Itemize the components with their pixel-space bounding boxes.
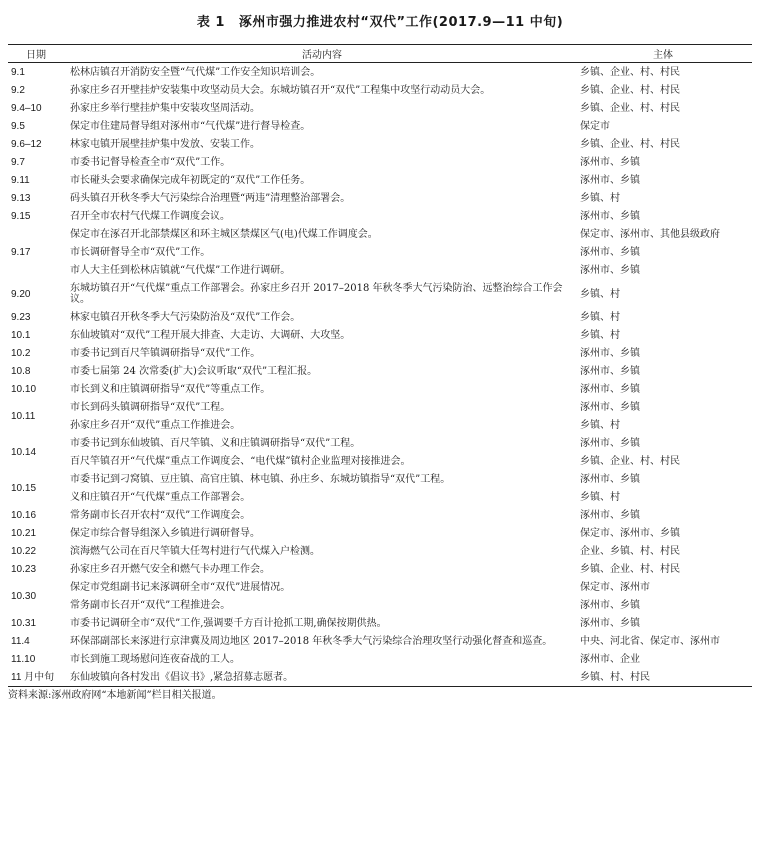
cell-activity: 东仙坡镇对“双代”工程开展大排查、大走访、大调研、大攻坚。 bbox=[70, 330, 351, 341]
table-number: 表 1 bbox=[196, 15, 225, 30]
cell-subject: 涿州市、乡镇 bbox=[580, 474, 640, 485]
cell-subject: 乡镇、村 bbox=[580, 492, 620, 503]
cell-date: 10.8 bbox=[11, 366, 31, 377]
cell-date: 9.5 bbox=[11, 121, 25, 132]
cell-subject: 涿州市、乡镇 bbox=[580, 348, 640, 359]
cell-date: 10.11 bbox=[11, 411, 36, 422]
table-row bbox=[8, 81, 752, 99]
table-row bbox=[8, 207, 752, 225]
cell-subject: 涿州市、乡镇 bbox=[580, 384, 640, 395]
cell-activity: 市委书记到刁窝镇、豆庄镇、高官庄镇、林屯镇、孙庄乡、东城坊镇指导“双代”工程。 bbox=[70, 474, 451, 485]
table-row bbox=[8, 632, 752, 650]
cell-activity: 召开全市农村气代煤工作调度会议。 bbox=[70, 211, 230, 222]
cell-subject: 乡镇、村 bbox=[580, 288, 620, 300]
cell-subject: 涿州市、企业 bbox=[580, 654, 640, 665]
cell-date: 10.22 bbox=[11, 546, 37, 557]
cell-subject: 涿州市、乡镇 bbox=[580, 510, 640, 521]
cell-subject: 乡镇、村、村民 bbox=[574, 668, 752, 687]
cell-activity: 常务副市长召开“双代”工程推进会。 bbox=[70, 600, 231, 611]
table-row bbox=[8, 578, 752, 596]
cell-date: 10.1 bbox=[11, 330, 31, 341]
table-row bbox=[8, 452, 752, 470]
cell-subject: 乡镇、村 bbox=[580, 193, 620, 204]
cell-activity: 码头镇召开秋冬季大气污染综合治理暨“两违”清理整治部署会。 bbox=[70, 193, 351, 204]
cell-date: 10.2 bbox=[11, 348, 31, 359]
table-body bbox=[8, 63, 752, 687]
cell-activity: 东城坊镇召开“气代煤”重点工作部署会。孙家庄乡召开 2017–2018 年秋冬季大气污染防治、远整治综合工作会议。 bbox=[70, 283, 563, 305]
cell-subject: 涿州市、乡镇 bbox=[580, 247, 640, 258]
cell-subject: 保定市、涿州市 bbox=[580, 582, 650, 593]
cell-date: 11.4 bbox=[11, 636, 30, 647]
table-row bbox=[8, 135, 752, 153]
cell-activity: 东仙坡镇向各村发出《倡议书》,紧急招募志愿者。 bbox=[70, 668, 574, 687]
cell-activity: 市长到码头镇调研指导“双代”工程。 bbox=[70, 402, 231, 413]
cell-date: 11.10 bbox=[11, 654, 36, 665]
table-row bbox=[8, 668, 752, 687]
cell-subject: 涿州市、乡镇 bbox=[580, 211, 640, 222]
table-row bbox=[8, 614, 752, 632]
cell-activity: 孙家庄乡召开壁挂炉安装集中攻坚动员大会。东城坊镇召开“双代”工程集中攻坚行动动员大会。 bbox=[70, 85, 491, 96]
cell-activity: 市委书记调研全市“双代”工作,强调要千方百计抢抓工期,确保按期供热。 bbox=[70, 618, 387, 629]
table-row bbox=[8, 308, 752, 326]
cell-activity: 市长到施工现场慰问连夜奋战的工人。 bbox=[70, 654, 240, 665]
cell-activity: 市长到义和庄镇调研指导“双代”等重点工作。 bbox=[70, 384, 271, 395]
cell-date: 9.20 bbox=[11, 288, 31, 300]
table-header-row bbox=[8, 45, 752, 63]
cell-activity: 孙家庄乡召开燃气安全和燃气卡办理工作会。 bbox=[70, 564, 270, 575]
table-row bbox=[8, 488, 752, 506]
cell-subject: 涿州市、乡镇 bbox=[580, 265, 640, 276]
source-note: 资料来源:涿州政府网“本地新闻”栏目相关报道。 bbox=[8, 690, 222, 701]
cell-subject: 乡镇、企业、村、村民 bbox=[580, 67, 680, 78]
cell-activity: 市委书记到东仙坡镇、百尺竿镇、义和庄镇调研指导“双代”工程。 bbox=[70, 438, 361, 449]
table-row bbox=[8, 279, 752, 308]
cell-subject: 乡镇、企业、村、村民 bbox=[580, 85, 680, 96]
table-row bbox=[8, 416, 752, 434]
cell-activity: 林家屯镇召开秋冬季大气污染防治及“双代”工作会。 bbox=[70, 312, 301, 323]
cell-activity: 保定市综合督导组深入乡镇进行调研督导。 bbox=[70, 528, 260, 539]
cell-activity: 市委七届第 24 次常委(扩大)会议听取“双代”工程汇报。 bbox=[70, 366, 318, 377]
cell-activity: 市人大主任到松林店镇就“气代煤”工作进行调研。 bbox=[70, 265, 291, 276]
cell-date: 9.11 bbox=[11, 175, 30, 186]
table-row bbox=[8, 344, 752, 362]
cell-subject: 保定市 bbox=[580, 121, 610, 132]
cell-date: 10.14 bbox=[11, 447, 37, 458]
cell-subject: 涿州市、乡镇 bbox=[580, 618, 640, 629]
table-row bbox=[8, 243, 752, 261]
cell-subject: 保定市、涿州市、其他县级政府 bbox=[580, 229, 720, 240]
cell-activity: 义和庄镇召开“气代煤”重点工作部署会。 bbox=[70, 492, 251, 503]
cell-activity: 孙家庄乡召开“双代”重点工作推进会。 bbox=[70, 420, 241, 431]
cell-date: 10.16 bbox=[11, 510, 37, 521]
table-row bbox=[8, 542, 752, 560]
table-row bbox=[8, 99, 752, 117]
cell-activity: 滨海燃气公司在百尺竿镇大任驾村进行气代煤入户检测。 bbox=[70, 546, 320, 557]
cell-subject: 涿州市、乡镇 bbox=[580, 157, 640, 168]
table-row bbox=[8, 434, 752, 452]
cell-date: 9.15 bbox=[11, 211, 31, 222]
table-title-text: 涿州市强力推进农村“双代”工作(2017.9—11 中旬) bbox=[238, 15, 564, 30]
cell-activity: 保定市住建局督导组对涿州市“气代煤”进行督导检查。 bbox=[70, 121, 311, 132]
cell-activity: 百尺竿镇召开“气代煤”重点工作调度会、“电代煤”镇村企业监理对接推进会。 bbox=[70, 456, 411, 467]
cell-date: 9.2 bbox=[11, 85, 25, 96]
cell-subject: 涿州市、乡镇 bbox=[580, 438, 640, 449]
cell-subject: 中央、河北省、保定市、涿州市 bbox=[580, 636, 720, 647]
header-date: 日期 bbox=[8, 45, 70, 63]
table-row bbox=[8, 117, 752, 135]
cell-activity: 市委书记到百尺竿镇调研指导“双代”工作。 bbox=[70, 348, 261, 359]
cell-date: 9.13 bbox=[11, 193, 31, 204]
table-row bbox=[8, 650, 752, 668]
cell-date: 9.7 bbox=[11, 157, 25, 168]
header-subject: 主体 bbox=[574, 45, 752, 63]
cell-subject: 涿州市、乡镇 bbox=[580, 600, 640, 611]
cell-date: 10.15 bbox=[11, 483, 37, 494]
table-row bbox=[8, 171, 752, 189]
table-row bbox=[8, 225, 752, 243]
table-row bbox=[8, 189, 752, 207]
cell-subject: 乡镇、企业、村、村民 bbox=[580, 564, 680, 575]
cell-activity: 保定市在涿召开北部禁煤区和环主城区禁煤区气(电)代煤工作调度会。 bbox=[70, 229, 378, 240]
cell-date: 10.31 bbox=[11, 618, 37, 629]
table-row bbox=[8, 470, 752, 488]
cell-subject: 乡镇、村 bbox=[580, 312, 620, 323]
cell-date: 10.10 bbox=[11, 384, 37, 395]
table-row bbox=[8, 506, 752, 524]
table-row bbox=[8, 362, 752, 380]
cell-activity: 松林店镇召开消防安全暨“气代煤”工作安全知识培训会。 bbox=[70, 67, 321, 78]
cell-subject: 涿州市、乡镇 bbox=[580, 402, 640, 413]
cell-activity: 孙家庄乡举行壁挂炉集中安装攻坚周活动。 bbox=[70, 103, 260, 114]
cell-activity: 林家屯镇开展壁挂炉集中发放、安装工作。 bbox=[70, 139, 260, 150]
cell-activity: 市委书记督导检查全市“双代”工作。 bbox=[70, 157, 231, 168]
cell-date: 9.4–10 bbox=[11, 103, 42, 114]
cell-date: 9.1 bbox=[11, 67, 25, 78]
table-row bbox=[8, 153, 752, 171]
cell-activity: 常务副市长召开农村“双代”工作调度会。 bbox=[70, 510, 251, 521]
table-row bbox=[8, 398, 752, 416]
cell-date: 9.23 bbox=[11, 312, 31, 323]
cell-activity: 市长碰头会要求确保完成年初既定的“双代”工作任务。 bbox=[70, 175, 311, 186]
cell-subject: 乡镇、企业、村、村民 bbox=[580, 139, 680, 150]
table-row bbox=[8, 596, 752, 614]
cell-activity: 环保部副部长来涿进行京津冀及周边地区 2017–2018 年秋冬季大气污染综合治理攻坚行动强化督查和巡查。 bbox=[70, 636, 553, 647]
table-row bbox=[8, 380, 752, 398]
cell-date: 9.6–12 bbox=[11, 139, 42, 150]
cell-subject: 乡镇、企业、村、村民 bbox=[580, 456, 680, 467]
activity-table bbox=[8, 44, 752, 687]
table-row bbox=[8, 524, 752, 542]
cell-date: 10.23 bbox=[11, 564, 37, 575]
header-activity: 活动内容 bbox=[70, 45, 574, 63]
cell-date: 10.21 bbox=[11, 528, 37, 539]
cell-activity: 市长调研督导全市“双代”工作。 bbox=[70, 247, 211, 258]
cell-subject: 乡镇、村 bbox=[580, 330, 620, 341]
table-row bbox=[8, 326, 752, 344]
cell-date: 9.17 bbox=[11, 247, 31, 258]
document-page bbox=[8, 12, 752, 702]
table-title bbox=[8, 12, 752, 34]
cell-subject: 乡镇、企业、村、村民 bbox=[580, 103, 680, 114]
cell-subject: 乡镇、村 bbox=[580, 420, 620, 431]
cell-subject: 企业、乡镇、村、村民 bbox=[580, 546, 680, 557]
cell-date: 10.30 bbox=[11, 591, 37, 602]
cell-date: 11 月中旬 bbox=[8, 668, 70, 687]
cell-activity: 保定市党组副书记来涿调研全市“双代”进展情况。 bbox=[70, 582, 291, 593]
cell-subject: 涿州市、乡镇 bbox=[580, 175, 640, 186]
cell-subject: 涿州市、乡镇 bbox=[580, 366, 640, 377]
table-row bbox=[8, 63, 752, 82]
table-row bbox=[8, 560, 752, 578]
table-row bbox=[8, 261, 752, 279]
cell-subject: 保定市、涿州市、乡镇 bbox=[580, 528, 680, 539]
